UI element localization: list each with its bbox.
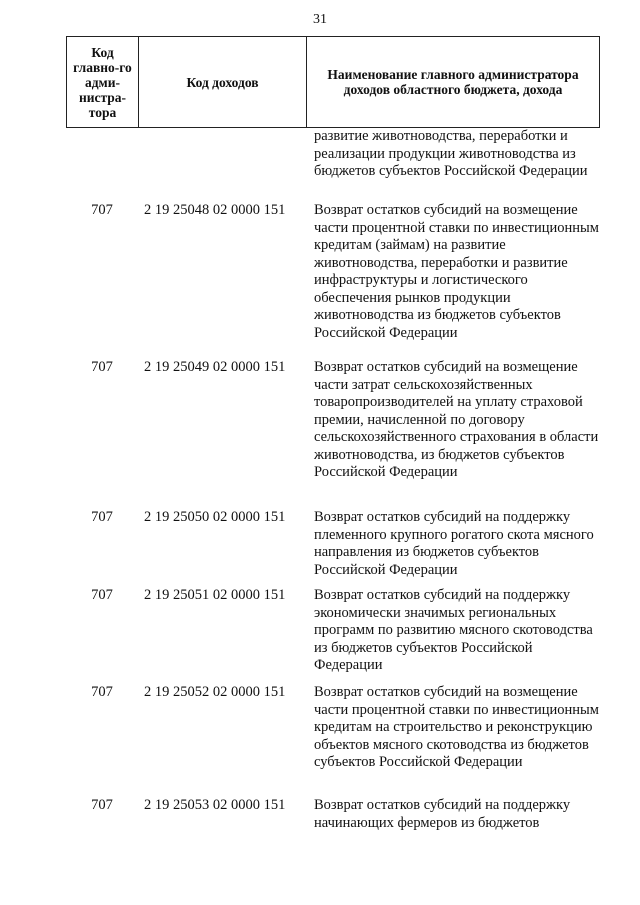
income-name: Возврат остатков субсидий на поддержку начинающих фермеров из бюджетов	[314, 797, 571, 831]
admin-code: 707	[91, 684, 113, 700]
table-body	[66, 128, 600, 841]
table-row	[66, 359, 600, 509]
income-code: 2 19 25052 02 0000 151	[144, 684, 286, 700]
income-code: 2 19 25053 02 0000 151	[144, 797, 286, 813]
table-header	[66, 36, 600, 128]
admin-code: 707	[91, 797, 113, 813]
income-code: 2 19 25048 02 0000 151	[144, 202, 286, 218]
table-row	[66, 797, 600, 841]
income-name: Возврат остатков субсидий на возмещение части затрат сельскохозяйственных товаропроизводителей на уплату страховой премии, начисленной по договору сельскохозяйственного страхования в области животноводства, из бюджетов субъектов Российской Федерации	[314, 359, 599, 480]
income-name: Возврат остатков субсидий на поддержку экономически значимых региональных программ по развитию мясного скотоводства из бюджетов субъектов Российской Федерации	[314, 587, 593, 673]
header-name: Наименование главного администратора доходов областного бюджета, дохода	[327, 67, 579, 97]
admin-code: 707	[91, 509, 113, 525]
admin-code: 707	[91, 587, 113, 603]
table-row	[66, 684, 600, 797]
table-row	[66, 587, 600, 684]
income-code: 2 19 25049 02 0000 151	[144, 359, 286, 375]
page-number: 31	[313, 12, 327, 27]
income-code: 2 19 25050 02 0000 151	[144, 509, 286, 525]
header-admin-code: Код главно-го адми-нистра-тора	[67, 37, 139, 127]
income-code: 2 19 25051 02 0000 151	[144, 587, 286, 603]
table-row	[66, 509, 600, 587]
admin-code: 707	[91, 359, 113, 375]
income-name: Возврат остатков субсидий на возмещение части процентной ставки по инвестиционным кредитам (займам) на развитие животноводства, переработки и развитие инфраструктуры и логистического обеспечения рынков продукции животноводства из бюджетов субъектов Российской Федерации	[314, 202, 599, 341]
admin-code: 707	[91, 202, 113, 218]
continuation-row	[66, 128, 600, 202]
continuation-text: развитие животноводства, переработки и реализации продукции животноводства из бюджетов субъектов Российской Федерации	[314, 128, 588, 179]
table-row	[66, 202, 600, 359]
income-name: Возврат остатков субсидий на возмещение части процентной ставки по инвестиционным кредитам на строительство и реконструкцию объектов мясного скотоводства из бюджетов субъектов Российской Федерации	[314, 684, 599, 770]
header-income-code: Код доходов	[139, 37, 307, 127]
income-name: Возврат остатков субсидий на поддержку племенного крупного рогатого скота мясного направления из бюджетов субъектов Российской Федерации	[314, 509, 594, 578]
